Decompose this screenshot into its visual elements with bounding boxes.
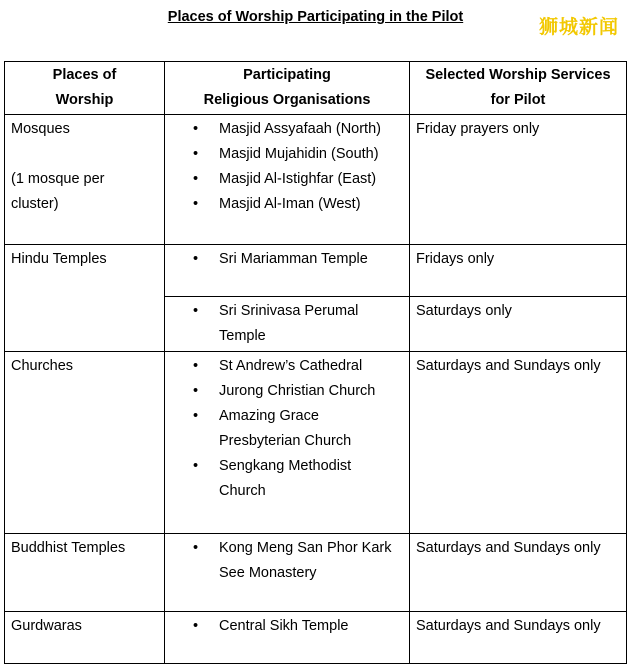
service-cell: Friday prayers only [410, 115, 627, 245]
place-cell: Mosques (1 mosque per cluster) [5, 115, 165, 245]
place-cell: Churches [5, 352, 165, 534]
list-item: • St Andrew’s Cathedral [193, 358, 363, 374]
orgs-cell [165, 245, 410, 297]
list-item: • Masjid Al-Istighfar (East) [193, 171, 377, 187]
place-cell: Buddhist Temples [5, 534, 165, 612]
list-item: • Sri Mariamman Temple [193, 251, 368, 267]
orgs-cell [165, 352, 410, 534]
list-item: • Masjid Al-Iman (West) [193, 196, 361, 212]
orgs-cell [165, 297, 410, 352]
place-note: (1 mosque per cluster) [11, 171, 105, 212]
list-item: • Kong Meng San Phor Kark See Monastery [193, 540, 392, 581]
orgs-cell [165, 612, 410, 664]
header-row [5, 62, 627, 115]
list-item: • Jurong Christian Church [193, 383, 376, 399]
place-cell: Hindu Temples [5, 245, 165, 352]
watermark-logo: 狮城新闻 [538, 16, 619, 38]
list-item: • Masjid Mujahidin (South) [193, 146, 379, 162]
pilot-table [4, 61, 627, 664]
place-cell: Gurdwaras [5, 612, 165, 664]
table-row-mosques [5, 115, 627, 245]
service-cell: Saturdays and Sundays only [410, 612, 627, 664]
orgs-cell [165, 115, 410, 245]
table-row-hindu-1 [5, 245, 627, 297]
header-organisations: Participating Religious Organisations [165, 62, 410, 115]
table-row-buddhist [5, 534, 627, 612]
service-cell: Fridays only [410, 245, 627, 297]
orgs-cell [165, 534, 410, 612]
document-title: Places of Worship Participating in the Pilot [167, 9, 464, 25]
table-row-churches [5, 352, 627, 534]
list-item: • Masjid Assyafaah (North) [193, 121, 381, 137]
header-services: Selected Worship Services for Pilot [410, 62, 627, 115]
service-cell: Saturdays only [410, 297, 627, 352]
list-item: • Central Sikh Temple [193, 618, 349, 634]
service-cell: Saturdays and Sundays only [410, 534, 627, 612]
header-places: Places of Worship [5, 62, 165, 115]
list-item: • Sengkang Methodist Church [193, 458, 352, 499]
table-row-gurdwaras [5, 612, 627, 664]
service-cell: Saturdays and Sundays only [410, 352, 627, 534]
list-item: • Sri Srinivasa Perumal Temple [193, 303, 359, 344]
list-item: • Amazing Grace Presbyterian Church [193, 408, 352, 449]
